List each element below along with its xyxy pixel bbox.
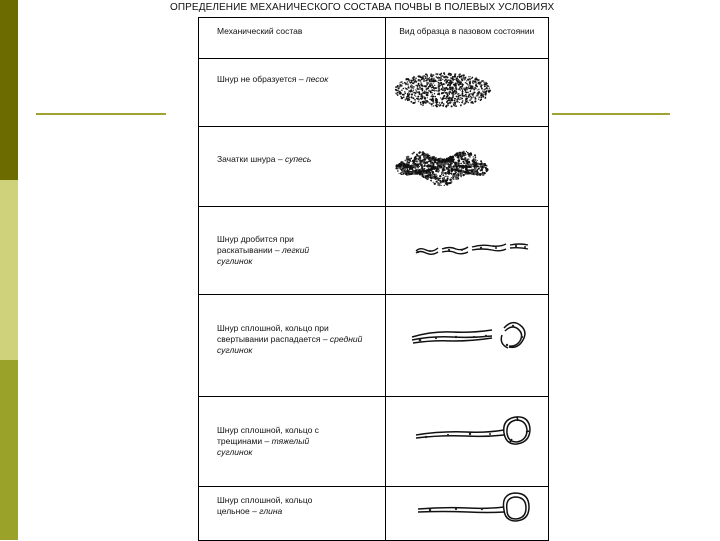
cord-broken-ring-illustration [386,295,564,397]
soil-name: легкий суглинок [217,245,310,266]
sample-cell [385,397,548,487]
sample-cell [385,295,548,397]
sidebar-segment-dark [0,0,18,180]
sidebar-segment-light [0,180,18,360]
accent-line-left [36,113,166,115]
row-description: Шнур сплошной, кольцо цельное – глина [217,495,313,516]
header-sample-view: Вид образца в пазовом состоянии [385,18,548,59]
cord-whole-ring-illustration [386,487,564,541]
sandy-loam-blob-illustration [386,127,564,207]
row-description: Зачатки шнура – супесь [217,154,312,164]
cord-cracked-ring-illustration [386,397,564,487]
soil-texture-table [198,17,549,541]
soil-name: песок [305,74,329,84]
table-row [199,295,549,397]
table-row [199,397,549,487]
slide-title: ОПРЕДЕЛЕНИЕ МЕХАНИЧЕСКОГО СОСТАВА ПОЧВЫ В ПОЛЕВЫХ УСЛОВИЯХ [170,2,555,13]
table-row [199,59,549,127]
sidebar-accent [0,0,18,540]
sample-cell [385,207,548,295]
table-row [199,207,549,295]
row-description: Шнур сплошной, кольцо при свертывании распадается – средний суглинок [217,323,363,355]
accent-line-right [552,113,670,115]
sand-blob-illustration [386,59,564,127]
table-row [199,487,549,541]
row-description: Шнур дробится при раскатывании – легкий суглинок [217,234,310,266]
soil-name: средний суглинок [217,334,363,355]
row-description: Шнур сплошной, кольцо с трещинами – тяжелый суглинок [217,425,319,457]
table-row [199,127,549,207]
header-texture: Механический состав [199,18,386,59]
soil-name: глина [259,506,283,516]
sample-cell [385,59,548,127]
sample-cell [385,127,548,207]
row-description: Шнур не образуется – песок [217,74,329,84]
sidebar-segment-mid [0,360,18,540]
broken-cord-illustration [386,207,564,295]
sample-cell [385,487,548,541]
table-header-row [199,18,549,59]
soil-name: супесь [284,154,312,164]
soil-name: тяжелый суглинок [217,436,310,457]
